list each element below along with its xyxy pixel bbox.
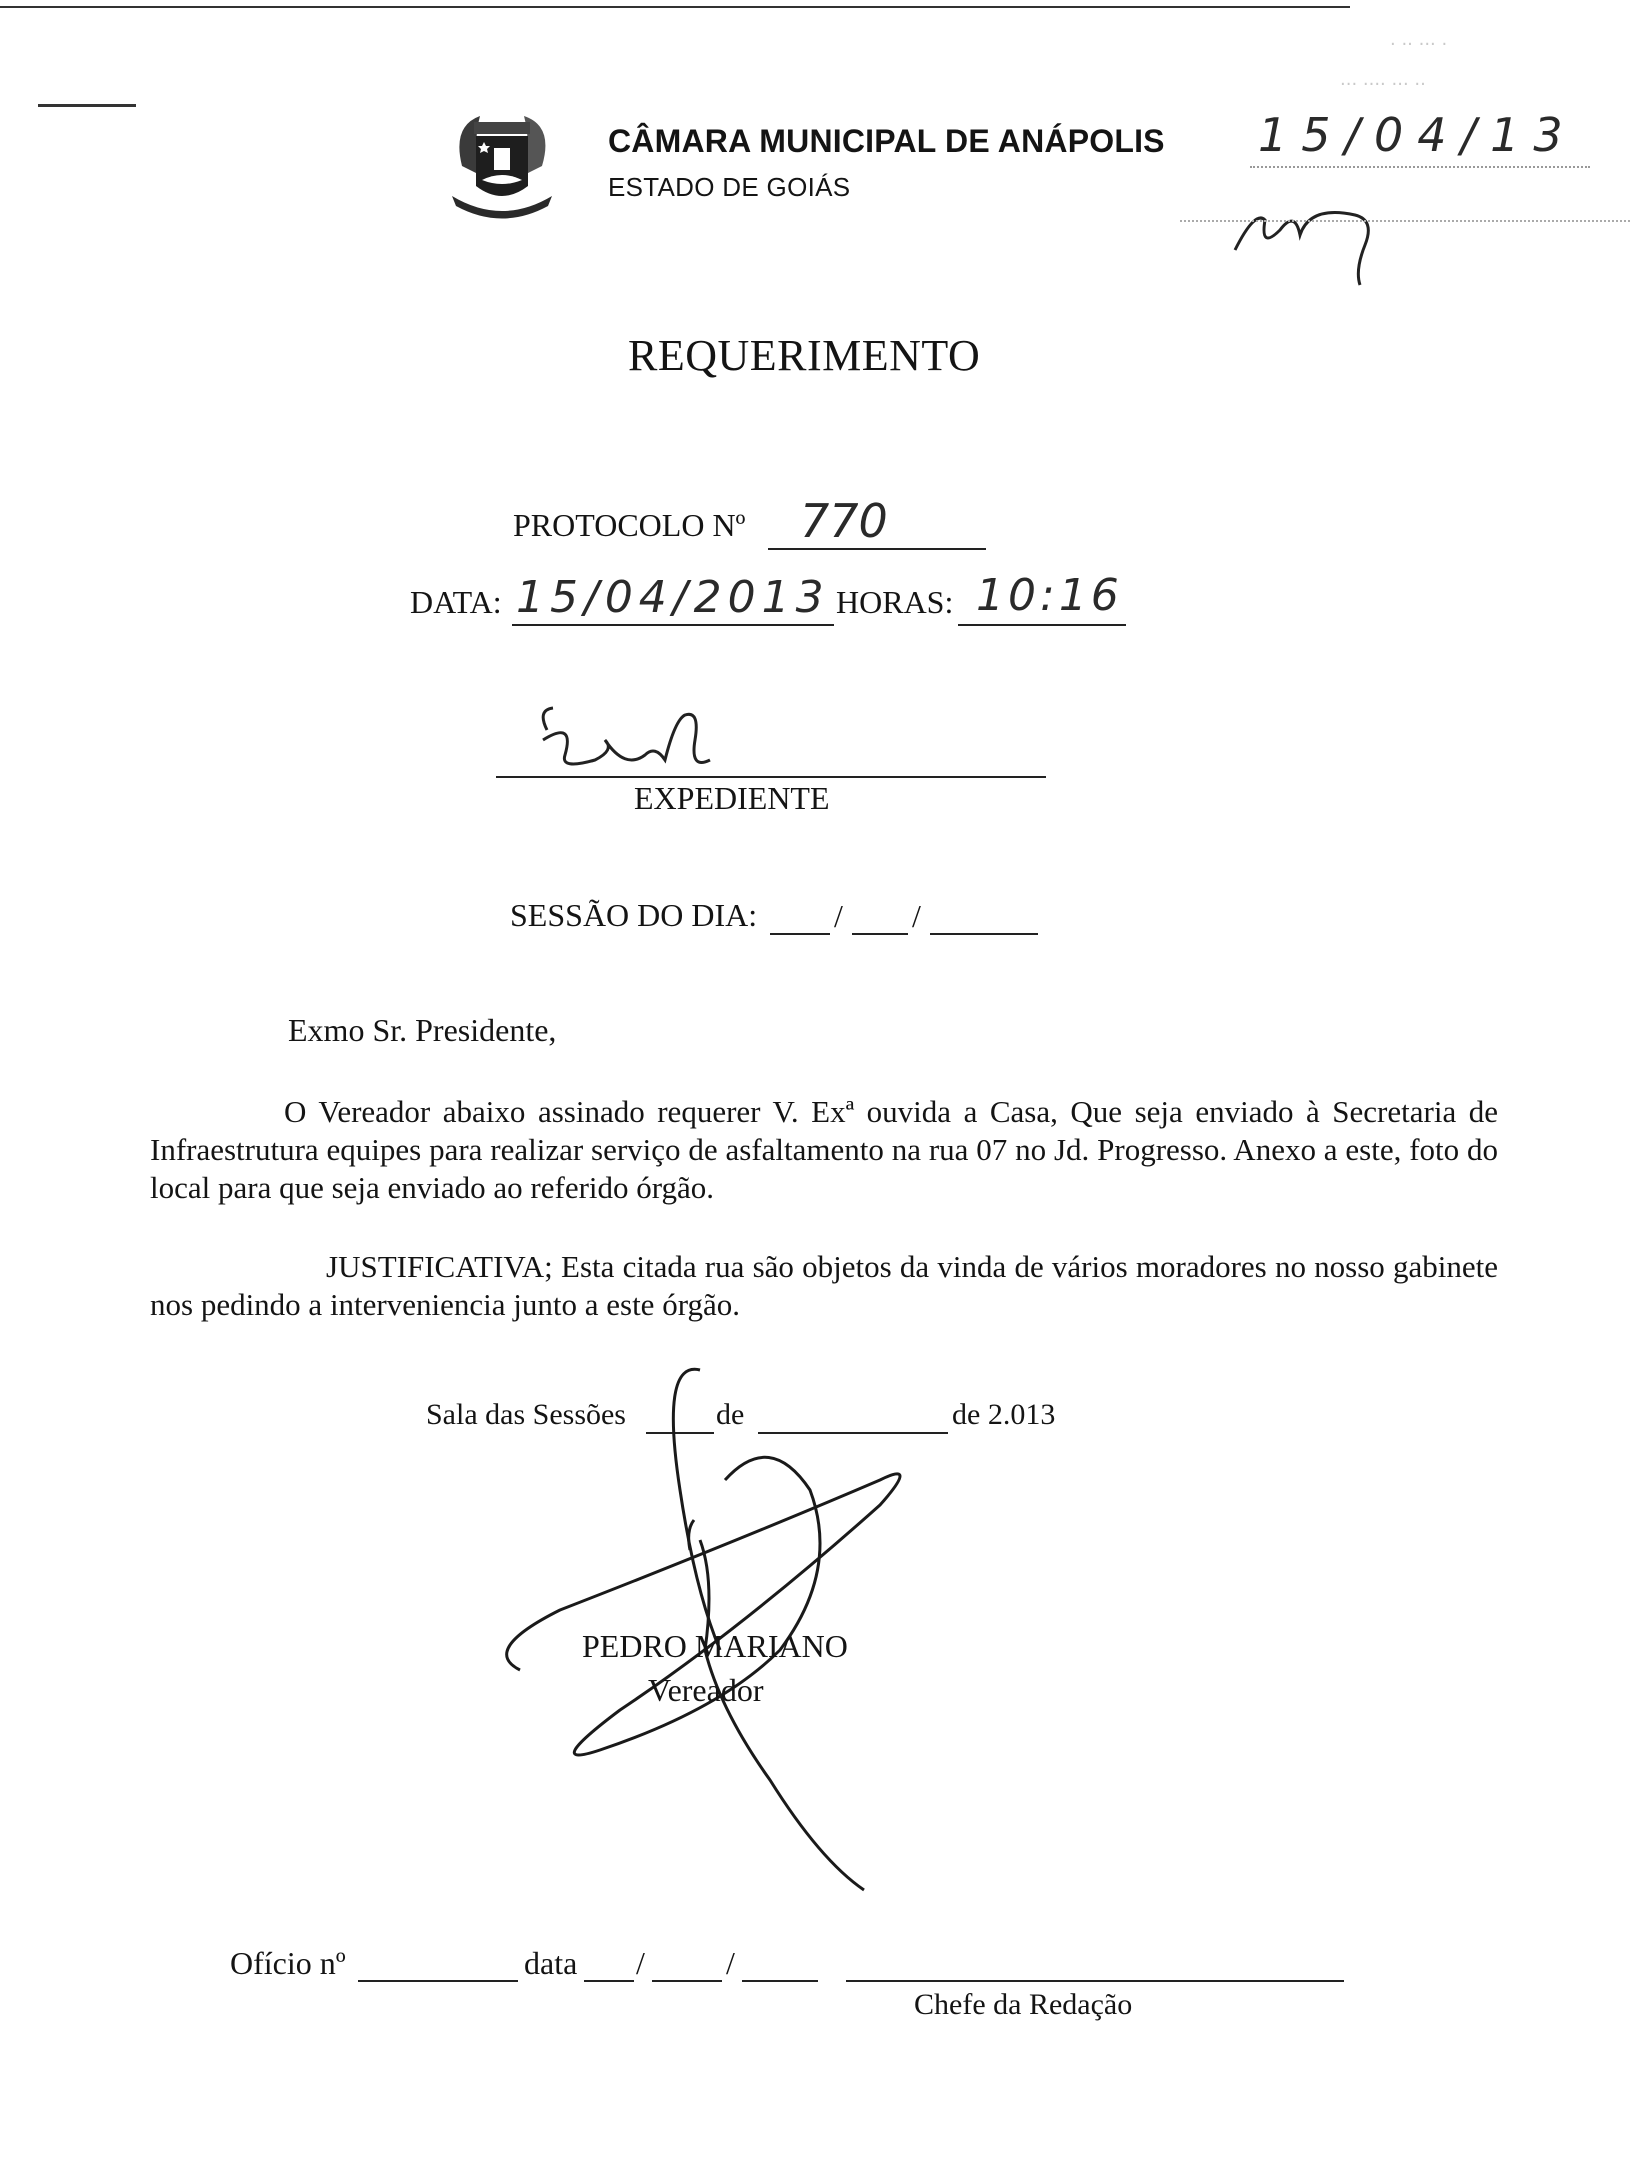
expediente-signature-line — [496, 776, 1046, 778]
signer-role: Vereador — [648, 1672, 764, 1708]
date-line — [512, 624, 834, 626]
oficio-year-line — [742, 1980, 818, 1982]
request-paragraph — [150, 1093, 1498, 1207]
closing-place: Sala das Sessões — [426, 1398, 626, 1431]
expediente-label: EXPEDIENTE — [634, 780, 830, 816]
hours-value: 10:16 — [976, 570, 1123, 621]
justification-paragraph — [150, 1248, 1498, 1324]
closing-year: de 2.013 — [952, 1398, 1056, 1431]
protocol-label: PROTOCOLO Nº — [513, 507, 746, 543]
document-title: REQUERIMENTO — [628, 331, 981, 380]
session-sep-2: / — [912, 898, 921, 934]
date-value: 15/04/2013 — [516, 572, 830, 623]
chefe-label: Chefe da Redação — [914, 1988, 1133, 2021]
signer-name: PEDRO MARIANO — [582, 1628, 848, 1664]
receipt-initials-signature — [1225, 190, 1405, 290]
stamp-dotted-line — [1180, 220, 1630, 222]
session-label: SESSÃO DO DIA: — [510, 897, 758, 933]
session-day-line — [770, 933, 830, 935]
oficio-day-line — [584, 1980, 634, 1982]
left-margin-mark — [38, 104, 136, 107]
session-sep-1: / — [834, 898, 843, 934]
municipal-coat-of-arms — [432, 96, 572, 231]
hours-line — [958, 624, 1126, 626]
oficio-month-line — [652, 1980, 722, 1982]
oficio-number-line — [358, 1980, 518, 1982]
salutation: Exmo Sr. Presidente, — [288, 1012, 557, 1048]
svg-text:· ·· ··· ·: · ·· ··· · — [1390, 34, 1448, 55]
oficio-sep-2: / — [726, 1945, 735, 1981]
oficio-sep-1: / — [636, 1945, 645, 1981]
oficio-label: Ofício nº — [230, 1945, 346, 1981]
protocol-number: 770 — [800, 494, 888, 548]
oficio-data-label: data — [524, 1945, 578, 1981]
chefe-signature-line — [846, 1980, 1344, 1982]
institution-title: CÂMARA MUNICIPAL DE ANÁPOLIS — [608, 123, 1165, 159]
request-paragraph-text: O Vereador abaixo assinado requerer V. Exª ouvida a Casa, Que seja enviado à Secretaria de Infraestrutura equipes para realizar serviço de asfaltamento na rua 07 no Jd. Progresso. Anexo a este, foto do local para que seja enviado ao referido órgão. — [150, 1094, 1498, 1205]
top-border-line — [0, 6, 1350, 8]
receipt-stamp — [1330, 20, 1620, 120]
session-month-line — [852, 933, 908, 935]
protocol-line — [768, 548, 986, 550]
session-year-line — [930, 933, 1038, 935]
institution-state: ESTADO DE GOIÁS — [608, 172, 851, 202]
receipt-date-handwritten: 15/04/13 — [1258, 108, 1577, 162]
closing-de-1: de — [716, 1398, 745, 1431]
receipt-date-dotted-line — [1250, 166, 1590, 168]
svg-text:··· ···· ··· ··: ··· ···· ··· ·· — [1340, 74, 1426, 95]
hours-label: HORAS: — [836, 584, 954, 620]
date-label: DATA: — [410, 584, 502, 620]
justification-paragraph-text: JUSTIFICATIVA; Esta citada rua são objetos da vinda de vários moradores no nosso gabinete nos pedindo a interveniencia junto a este órgão. — [150, 1249, 1498, 1322]
